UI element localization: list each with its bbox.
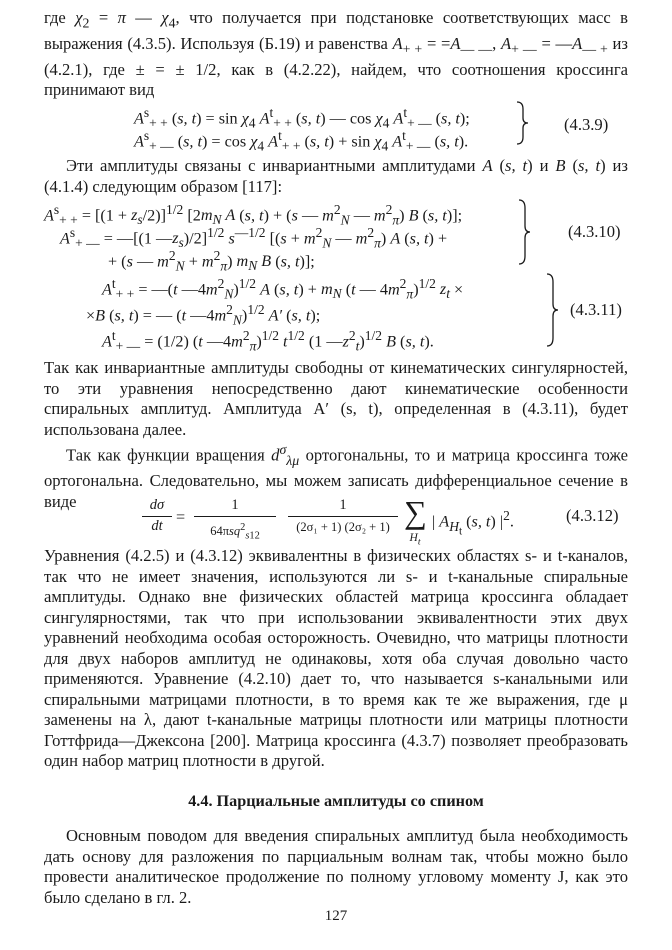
equation-4-3-9-line-1: $A^s_{+ +}$ (s, $t) = \sin \chi_4$ $A^t_{+ +}$ (s, t) — $\cos \chi_4$ $A^t_{+ —}$ (s, t); xyxy=(134,105,470,131)
equation-4-3-11-line-2: ×B (s, t) = — (t $—4m^2_N)^{1/2}$ A′ (s, t); xyxy=(86,302,321,328)
page-number: 127 xyxy=(324,908,348,924)
equation-number: (4.3.9) xyxy=(564,115,609,134)
summation-sign: ∑ xyxy=(404,494,427,530)
fraction-bar xyxy=(142,516,172,517)
fraction-numerator: dσ xyxy=(149,497,165,513)
section-heading: 4.4. Парциальные амплитуды со спином xyxy=(188,792,484,810)
equation-number: (4.3.11) xyxy=(570,300,622,319)
fraction-denominator: 64πsq$^2_{s12}$ xyxy=(210,522,260,542)
equation-4-3-10-line-1: $A^s_{+ +} = [(1 + z_s/2)]^{1/2}$ [$2m_N$ A (s, t) + (s — $m^2_N$ — $m^2_\pi$) B (s, t)]; xyxy=(44,202,463,228)
fraction-denominator: (2σ₁ + 1) (2σ₂ + 1) xyxy=(296,520,390,534)
equation-4-3-10-line-3: + (s — $m^2_N + m^2_\pi$) $m_N$ B (s, t)]; xyxy=(108,248,315,274)
summation-index: $H_t$ xyxy=(409,532,421,548)
equation-number: (4.3.12) xyxy=(566,506,619,525)
fraction-bar xyxy=(194,516,276,517)
paragraph-partial-waves: Основным поводом для введения спиральных амплитуд была необходимость дать основу для разложения по парциальным волнам так, чтобы можно было провести аналитическое продолжение по полному угловому моменту J, как это было сделано в гл. 2. xyxy=(44,826,628,907)
equation-4-3-9-line-2: $A^s_{+ —}$ (s, $t) = \cos \chi_4$ $A^t_{+ +}$ (s, $t) + \sin \chi_4$ $A^t_{+ —}$ (s, t). xyxy=(134,128,469,154)
equation-4-3-10-line-2: $A^s_{+ —}$ = —[(1 $—z_s)/2]^{1/2}$ $s^{—1/2}$ [($s + m^2_N$ — $m^2_\pi$) A (s, t) + xyxy=(60,225,448,251)
paragraph-rotation-functions: Так как функции вращения $d^\sigma_{\lambda\mu}$ ортогональны, то и матрица кроссинга тоже ортогональна. Следовательно, мы можем записать дифференциальное сечение в виде xyxy=(44,442,629,511)
equation-4-3-12-rhs: | $A_{H_t}$ (s, t) $|^2$. xyxy=(432,508,514,538)
paragraph-equivalence: Уравнения (4.2.5) и (4.3.12) эквивалентны в физических областях s- и t-каналов, так что не имеет значения, используются ли s- и t-канальные спиральные амплитуды. Однако вне физических областей матрица кроссинга обладает сингулярностями, так что при использовании эквивалентности этих двух уравнений необходима особая осторожность. Очевидно, что матрицы плотности для двух наборов амплитуд не одинаковы, хотя оба случая довольно часто применяются. Уравнение (4.2.10) дает то, что называется s-канальными или спиральными матрицами плотности, в то время как те же выражения, где μ заменены на λ, дают t-канальные матрицы плотности или матрицы плотности Готтфрида—Джексона [200]. Матрица кроссинга (4.3.7) позволяет преобразовать один набор матриц плотности в другой. xyxy=(44,546,628,770)
fraction-numerator: 1 xyxy=(231,497,239,513)
equals-sign: = xyxy=(176,508,186,526)
paragraph-kinematic-singularities: Так как инвариантные амплитуды свободны от кинематических сингулярностей, то эти уравнения непосредственно дают кинематические особенности спиральных амплитуд. Амплитуда A′ (s, t), определенная в (4.3.11), будет использована далее. xyxy=(44,358,628,439)
fraction-bar xyxy=(288,516,398,517)
fraction-numerator: 1 xyxy=(339,497,347,513)
brace-4-3-10 xyxy=(516,198,532,266)
equation-number: (4.3.10) xyxy=(568,222,621,241)
brace-4-3-9 xyxy=(514,100,530,146)
paragraph-crossing-intro: где $\chi_2 = \pi$ — $\chi_4$, что получается при подстановке соответствующих масс в выражения (4.3.5). Используя (Б.19) и равенства $A_{+ +} = =A_{— —}$, $A_{+ —}$ = $—A_{— +}$ из (4.2.1), где ± = ± 1/2, как в (4.2.22), найдем, что соотношения кроссинга принимают вид xyxy=(44,8,629,100)
paragraph-invariant-amplitudes: Эти амплитуды связаны с инвариантными амплитудами A (s, t) и B (s, t) из (4.1.4) следующим образом [117]: xyxy=(44,156,628,196)
fraction-denominator: dt xyxy=(151,518,163,534)
brace-4-3-11 xyxy=(544,272,560,348)
equation-4-3-11-line-3: $A^t_{+ —} = (1/2)$ (t $—4m^2_\pi)^{1/2}$ $t^{1/2}$ (1 $—z^2_t)^{1/2}$ B (s, t). xyxy=(102,328,434,354)
equation-4-3-11-line-1: $A^t_{+ +}$ = —(t $—4m^2_N)^{1/2}$ A (s, $t) + m_N$ (t — $4m^2_\pi)^{1/2}$ $z_t$ × xyxy=(102,276,464,302)
